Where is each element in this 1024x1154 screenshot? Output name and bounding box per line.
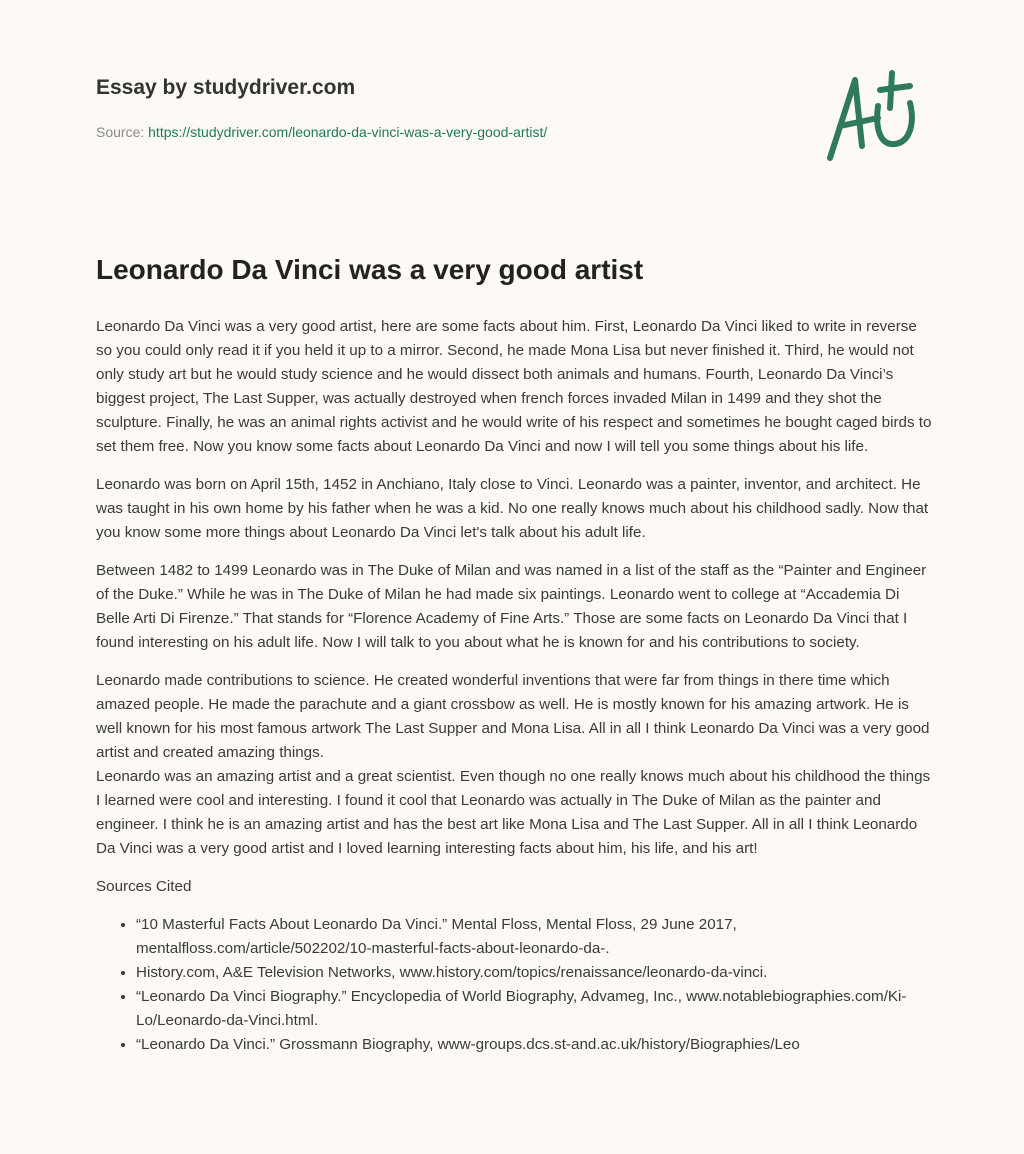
paragraph: Between 1482 to 1499 Leonardo was in The Duke of Milan and was named in a list of the staff as the “Painter and Engineer of the Duke.” While he was in The Duke of Milan he had made six paintings. Leonardo went to college at “Accademia Di Belle Arti Di Firenze.” That stands for “Florence Academy of Fine Arts.” Those are some facts on Leonardo Da Vinci that I found interesting on his adult life. Now I will talk to you about what he is known for and his contributions to society. xyxy=(96,562,927,651)
essay-body xyxy=(96,315,934,1057)
a-plus-logo-icon xyxy=(820,68,930,168)
sources-heading: Sources Cited xyxy=(96,878,192,895)
source-line xyxy=(96,124,547,140)
paragraph-text: Leonardo made contributions to science. He created wonderful inventions that were far from things in there time which amazed people. He made the parachute and a giant crossbow as well. He is mostly known for his amazing artwork. He is well known for his most famous artwork The Last Supper and Mona Lisa. All in all I think Leonardo Da Vinci was a very good artist and created amazing things. xyxy=(96,672,930,761)
paragraph: Leonardo was born on April 15th, 1452 in Anchiano, Italy close to Vinci. Leonardo was a painter, inventor, and architect. He was taught in his own home by his father when he was a kid. No one really knows much about his childhood sadly. Now that you know some more things about Leonardo Da Vinci let's talk about his adult life. xyxy=(96,476,929,541)
brand-title: Essay by studydriver.com xyxy=(96,76,356,99)
source-item: • “Leonardo Da Vinci Biography.” Encyclopedia of World Biography, Advameg, Inc., www.notablebiographies.com/Ki-Lo/Leonardo-da-Vinci.html. xyxy=(136,985,934,1033)
source-item: • “10 Masterful Facts About Leonardo Da Vinci.” Mental Floss, Mental Floss, 29 June 2017, mentalfloss.com/article/502202/10-masterful-facts-about-leonardo-da-. xyxy=(136,913,934,961)
paragraph: Leonardo Da Vinci was a very good artist, here are some facts about him. First, Leonardo Da Vinci liked to write in reverse so you could only read it if you held it up to a mirror. Second, he made Mona Lisa but never finished it. Third, he would not only study art but he would study science and he would dissect both animals and humans. Fourth, Leonardo Da Vinci’s biggest project, The Last Supper, was actually destroyed when french forces invaded Milan in 1499 and they shot the sculpture. Finally, he was an animal rights activist and he would write of his respect and sometimes he bought caged birds to set them free. Now you know some facts about Leonardo Da Vinci and now I will tell you some things about his life. xyxy=(96,318,932,455)
source-link[interactable]: https://studydriver.com/leonardo-da-vinci-was-a-very-good-artist/ xyxy=(148,124,548,140)
source-item: • History.com, A&E Television Networks, www.history.com/topics/renaissance/leonardo-da-vinci. xyxy=(136,961,934,985)
paragraph xyxy=(96,669,934,861)
source-label: Source: xyxy=(96,124,145,140)
paragraph-text: Leonardo was an amazing artist and a great scientist. Even though no one really knows much about his childhood the things I learned were cool and interesting. I found it cool that Leonardo was actually in The Duke of Milan as the painter and engineer. I think he is an amazing artist and has the best art like Mona Lisa and The Last Supper. All in all I think Leonardo Da Vinci was a very good artist and I loved learning interesting facts about him, his life, and his art! xyxy=(96,768,931,857)
sources-list xyxy=(96,913,934,1057)
essay-title: Leonardo Da Vinci was a very good artist xyxy=(96,254,644,285)
source-item: • “Leonardo Da Vinci.” Grossmann Biography, www-groups.dcs.st-and.ac.uk/history/Biographies/Leo xyxy=(136,1033,934,1057)
